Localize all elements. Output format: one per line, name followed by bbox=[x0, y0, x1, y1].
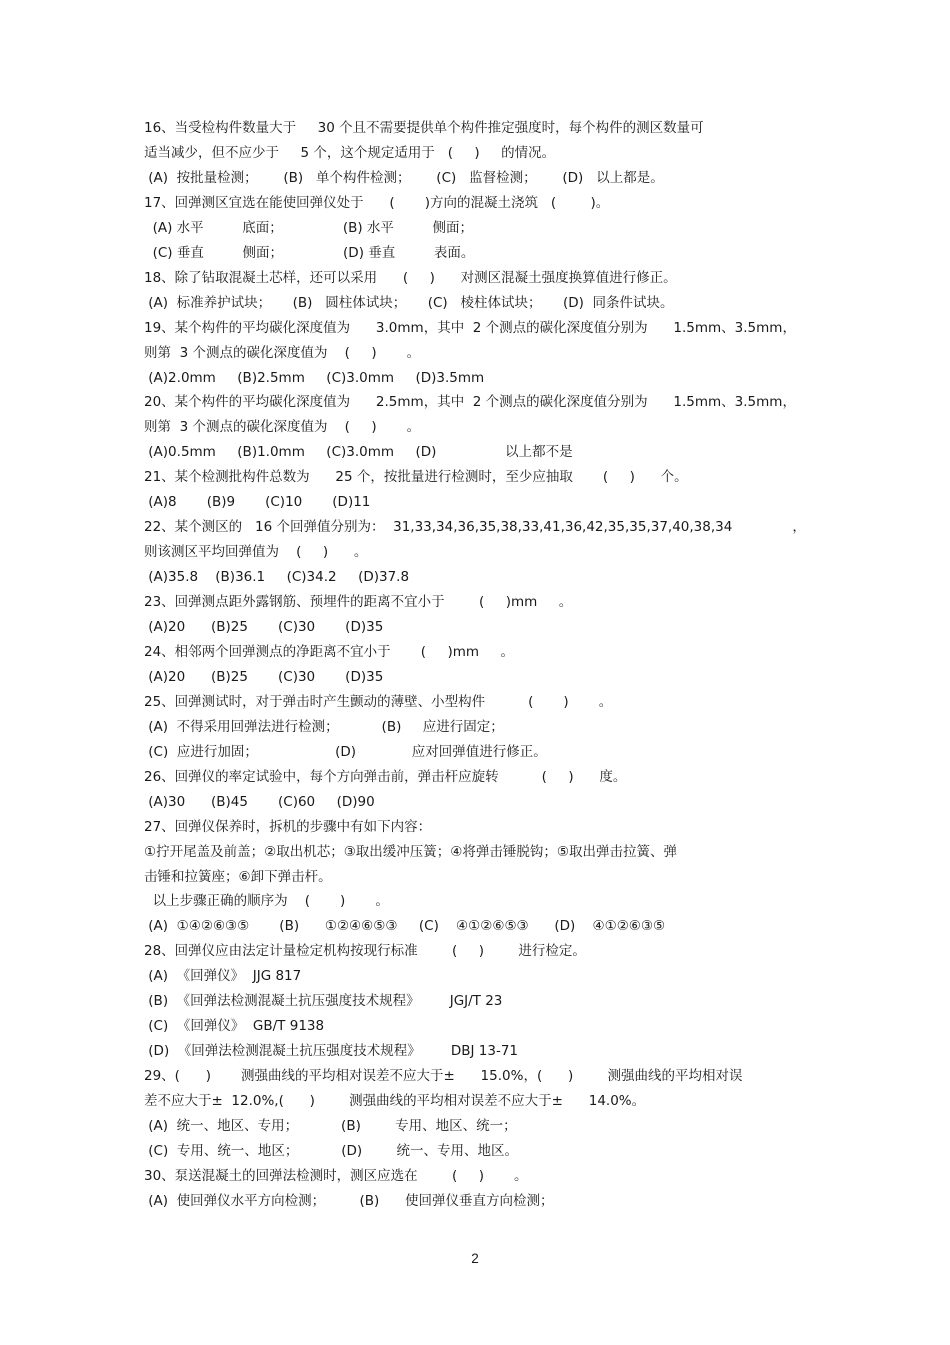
text-line: (A)30 (B)45 (C)60 (D)90 bbox=[144, 793, 375, 810]
text-line: (A) 不得采用回弹法进行检测； (B) 应进行固定； bbox=[144, 718, 504, 735]
text-line: (D) 《回弹法检测混凝土抗压强度技术规程》 DBJ 13-71 bbox=[144, 1043, 518, 1060]
text-line: 24、相邻两个回弹测点的净距离不宜小于 ( )mm 。 bbox=[144, 643, 514, 660]
text-line: 则第 3 个测点的碳化深度值为 ( ) 。 bbox=[144, 419, 421, 436]
text-line: 则该测区平均回弹值为 ( ) 。 bbox=[144, 544, 368, 561]
text-line: (C) 《回弹仪》 GB/T 9138 bbox=[144, 1018, 325, 1035]
text-line: 25、回弹测试时，对于弹击时产生颤动的薄壁、小型构件 ( ) 。 bbox=[144, 693, 613, 710]
text-line: (C) 垂直 侧面； (D) 垂直 表面。 bbox=[144, 244, 475, 261]
text-line: (C) 应进行加固； (D) 应对回弹值进行修正。 bbox=[144, 743, 547, 760]
text-line: (A) 标准养护试块； (B) 圆柱体试块； (C) 棱柱体试块； (D) 同条件试块。 bbox=[144, 294, 674, 311]
text-line: 28、回弹仪应由法定计量检定机构按现行标准 ( ) 进行检定。 bbox=[144, 943, 586, 960]
text-line: 差不应大于± 12.0%,( ) 测强曲线的平均相对误差不应大于± 14.0%。 bbox=[144, 1093, 646, 1109]
text-line: (A)2.0mm (B)2.5mm (C)3.0mm (D)3.5mm bbox=[144, 369, 485, 386]
text-line: 23、回弹测点距外露钢筋、预埋件的距离不宜小于 ( )mm 。 bbox=[144, 594, 573, 610]
text-line: (A) ①④②⑥③⑤ (B) ①②④⑥⑤③ (C) ④①②⑥⑤③ (D) ④①②⑥③⑤ bbox=[144, 918, 666, 935]
text-line: (C) 专用、统一、地区； (D) 统一、专用、地区。 bbox=[144, 1142, 519, 1159]
text-line: (A) 《回弹仪》 JJG 817 bbox=[144, 968, 302, 985]
text-line: 以上步骤正确的顺序为 ( ) 。 bbox=[144, 893, 389, 910]
text-line: (A)20 (B)25 (C)30 (D)35 bbox=[144, 668, 384, 685]
text-line: 21、某个检测批构件总数为 25 个，按批量进行检测时，至少应抽取 ( ) 个。 bbox=[144, 469, 688, 486]
text-line: (A) 按批量检测； (B) 单个构件检测； (C) 监督检测； (D) 以上都是。 bbox=[144, 169, 664, 186]
text-line: ①拧开尾盖及前盖；②取出机芯；③取出缓冲压簧；④将弹击锤脱钩；⑤取出弹击拉簧、弹 bbox=[144, 843, 678, 860]
text-line: 19、某个构件的平均碳化深度值为 3.0mm，其中 2 个测点的碳化深度值分别为 1.5mm、3.5mm， bbox=[144, 319, 796, 336]
text-line: 26、回弹仪的率定试验中，每个方向弹击前，弹击杆应旋转 ( ) 度。 bbox=[144, 768, 627, 785]
text-line: (A)35.8 (B)36.1 (C)34.2 (D)37.8 bbox=[144, 569, 410, 586]
text-line: (A) 使回弹仪水平方向检测； (B) 使回弹仪垂直方向检测； bbox=[144, 1192, 554, 1209]
text-line: (B) 《回弹法检测混凝土抗压强度技术规程》 JGJ/T 23 bbox=[144, 993, 503, 1010]
text-line: (A)0.5mm (B)1.0mm (C)3.0mm (D) 以上都不是 bbox=[144, 444, 573, 461]
text-line: (A) 水平 底面； (B) 水平 侧面； bbox=[144, 219, 474, 236]
text-line: 22、某个测区的 16 个回弹值分别为： 31,33,34,36,35,38,33,41,36,42,35,35,37,40,38,34 ， bbox=[144, 519, 806, 536]
page-number: 2 bbox=[471, 1251, 479, 1266]
text-line: 29、( ) 测强曲线的平均相对误差不应大于± 15.0%，( ) 测强曲线的平均相对误 bbox=[144, 1068, 743, 1085]
text-line: 16、当受检构件数量大于 30 个且不需要提供单个构件推定强度时，每个构件的测区数量可 bbox=[144, 120, 704, 136]
text-line: (A) 统一、地区、专用； (B) 专用、地区、统一； bbox=[144, 1118, 517, 1134]
text-line: 27、回弹仪保养时，拆机的步骤中有如下内容： bbox=[144, 818, 432, 835]
text-line: 20、某个构件的平均碳化深度值为 2.5mm，其中 2 个测点的碳化深度值分别为 1.5mm、3.5mm， bbox=[144, 394, 796, 411]
text-line: 则第 3 个测点的碳化深度值为 ( ) 。 bbox=[144, 344, 421, 361]
text-line: (A)8 (B)9 (C)10 (D)11 bbox=[144, 494, 371, 511]
text-line: 击锤和拉簧座；⑥卸下弹击杆。 bbox=[144, 868, 332, 885]
text-line: 17、回弹测区宜选在能使回弹仪处于 ( )方向的混凝土浇筑 ( )。 bbox=[144, 194, 610, 211]
text-line: 18、除了钻取混凝土芯样，还可以采用 ( ) 对测区混凝土强度换算值进行修正。 bbox=[144, 269, 677, 286]
text-line: 30、泵送混凝土的回弹法检测时，测区应选在 ( ) 。 bbox=[144, 1167, 528, 1184]
text-line: (A)20 (B)25 (C)30 (D)35 bbox=[144, 619, 384, 635]
text-line: 适当减少，但不应少于 5 个，这个规定适用于 ( ) 的情况。 bbox=[144, 144, 556, 161]
